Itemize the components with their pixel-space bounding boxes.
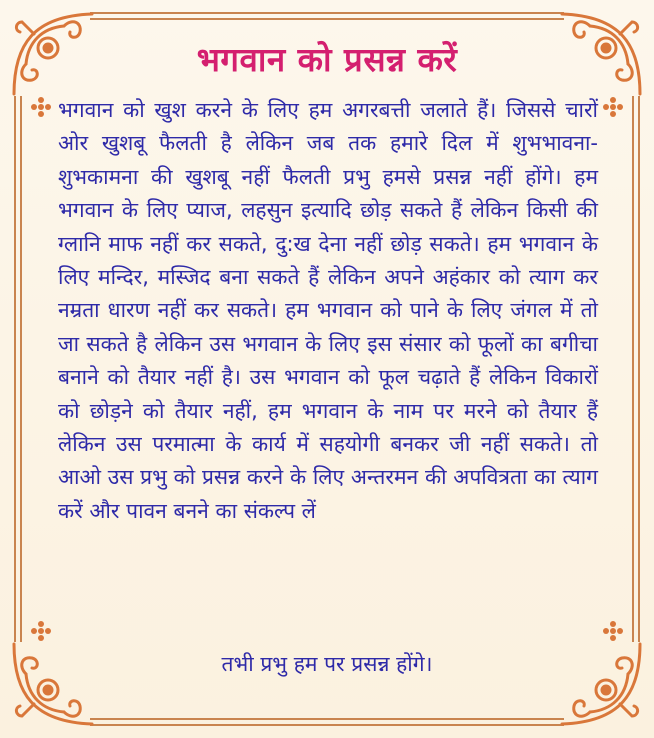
flower-bud-icon (602, 96, 624, 118)
left-border-outer (14, 96, 16, 642)
bottom-border-outer (90, 724, 564, 726)
top-border-outer (90, 12, 564, 14)
left-border-inner (20, 96, 22, 642)
right-border-inner (632, 96, 634, 642)
top-border-inner (90, 18, 564, 20)
right-border-outer (638, 96, 640, 642)
card-closing-line: तभी प्रभु हम पर प्रसन्न होंगे। (221, 652, 433, 676)
card-paragraph: भगवान को खुश करने के लिए हम अगरबत्ती जलाते हैं। जिससे चारों ओर खुशबू फैलती है लेकिन जब तक हमारे दिल में शुभभावना-शुभकामना की खुशबू नहीं फैलती प्रभु हमसे प्रसन्न नहीं होंगे। हम भगवान के लिए प्याज, लहसुन इत्यादि छोड़ सकते हैं लेकिन किसी की ग्लानि माफ नहीं कर सकते, दु:ख देना नहीं छोड़ सकते। हम भगवान के लिए मन्दिर, मस्जिद बना सकते हैं लेकिन अपने अहंकार को त्याग कर नम्रता धारण नहीं कर सकते। हम भगवान को पाने के लिए जंगल में तो जा सकते है लेकिन उस भगवान के लिए इस संसार को फूलों का बगीचा बनाने को तैयार नहीं है। उस भगवान को फूल चढ़ाते हैं लेकिन विकारों को छोड़ने को तैयार नहीं, हम भगवान के नाम पर मरने को तैयार हैं लेकिन उस परमात्मा के कार्य में सहयोगी बनकर जी नहीं सकते। तो आओ उस प्रभु को प्रसन्न करने के लिए अन्तरमन की अपवित्रता का त्याग करें और पावन बनने का संकल्प लें (58, 98, 598, 523)
flower-bud-icon (30, 620, 52, 642)
bottom-border-inner (90, 718, 564, 720)
flower-bud-icon (602, 620, 624, 642)
card-title: भगवान को प्रसन्न करें (196, 40, 458, 79)
flower-bud-icon (30, 96, 52, 118)
